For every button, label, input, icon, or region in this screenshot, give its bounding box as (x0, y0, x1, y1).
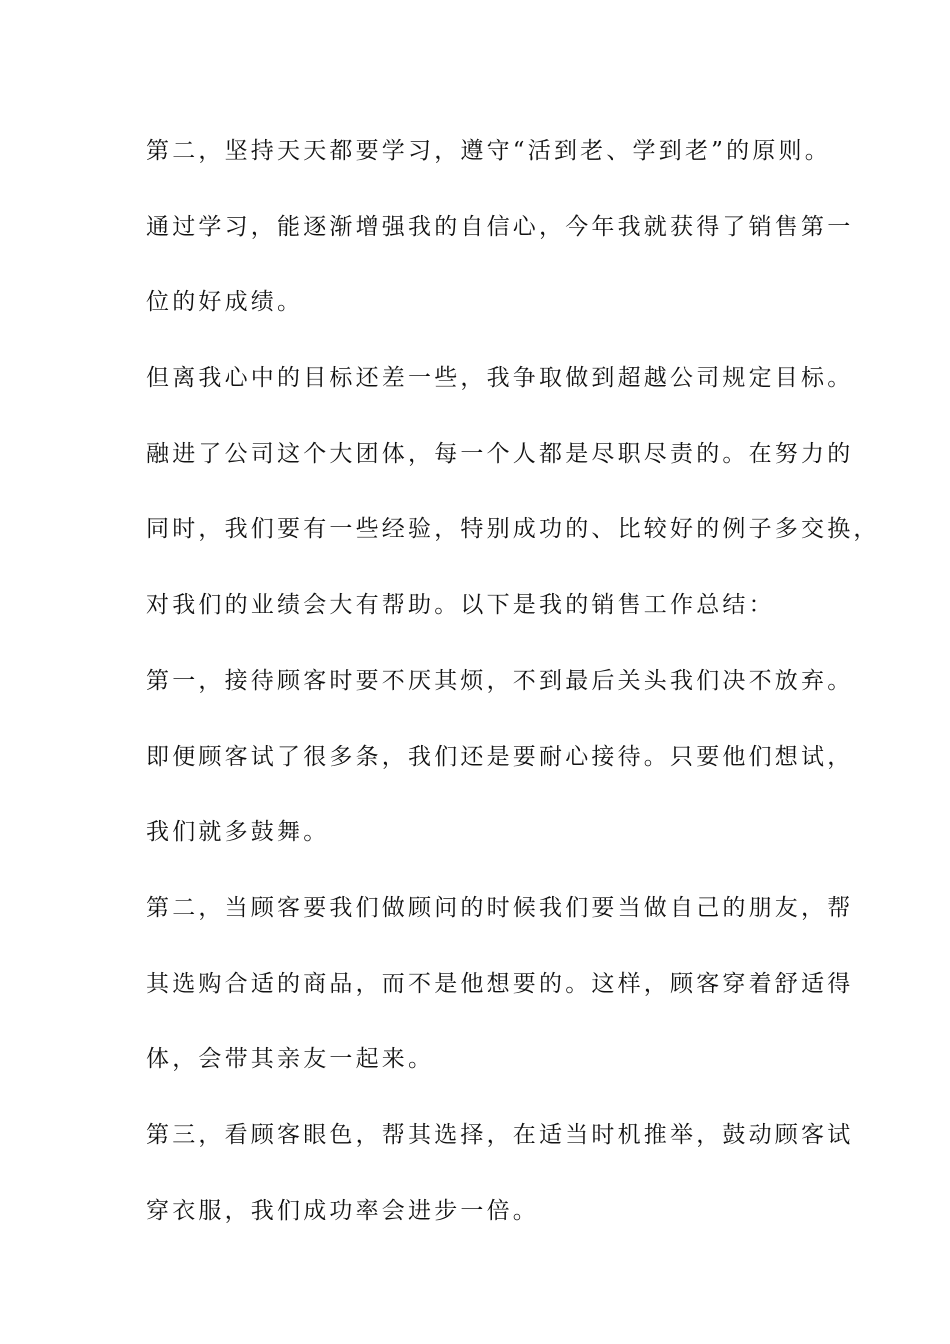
text-line: 位的好成绩。 (146, 289, 304, 316)
text-line: 穿衣服，我们成功率会进步一倍。 (146, 1197, 539, 1224)
text-line: 第二，坚持天天都要学习，遵守“活到老、学到老”的原则。 (146, 138, 831, 164)
text-line: 第一，接待顾客时要不厌其烦，不到最后关头我们决不放弃。 (146, 667, 854, 694)
text-line: 即便顾客试了很多条，我们还是要耐心接待。只要他们想试， (146, 743, 854, 770)
text-line: 第三，看顾客眼色，帮其选择，在适当时机推举，鼓动顾客试 (146, 1121, 854, 1148)
text-line: 同时，我们要有一些经验，特别成功的、比较好的例子多交换， (146, 516, 880, 543)
text-line: 我们就多鼓舞。 (146, 819, 330, 846)
text-line: 对我们的业绩会大有帮助。以下是我的销售工作总结： (146, 592, 775, 619)
text-line: 通过学习，能逐渐增强我的自信心，今年我就获得了销售第一 (146, 213, 854, 240)
text-line: 第二，当顾客要我们做顾问的时候我们要当做自己的朋友，帮 (146, 894, 854, 921)
text-line: 其选购合适的商品，而不是他想要的。这样，顾客穿着舒适得 (146, 970, 854, 997)
body-text (146, 127, 880, 1262)
text-line: 体，会带其亲友一起来。 (146, 1046, 435, 1073)
text-line: 融进了公司这个大团体，每一个人都是尽职尽责的。在努力的 (146, 440, 854, 467)
text-line: 但离我心中的目标还差一些，我争取做到超越公司规定目标。 (146, 365, 854, 392)
